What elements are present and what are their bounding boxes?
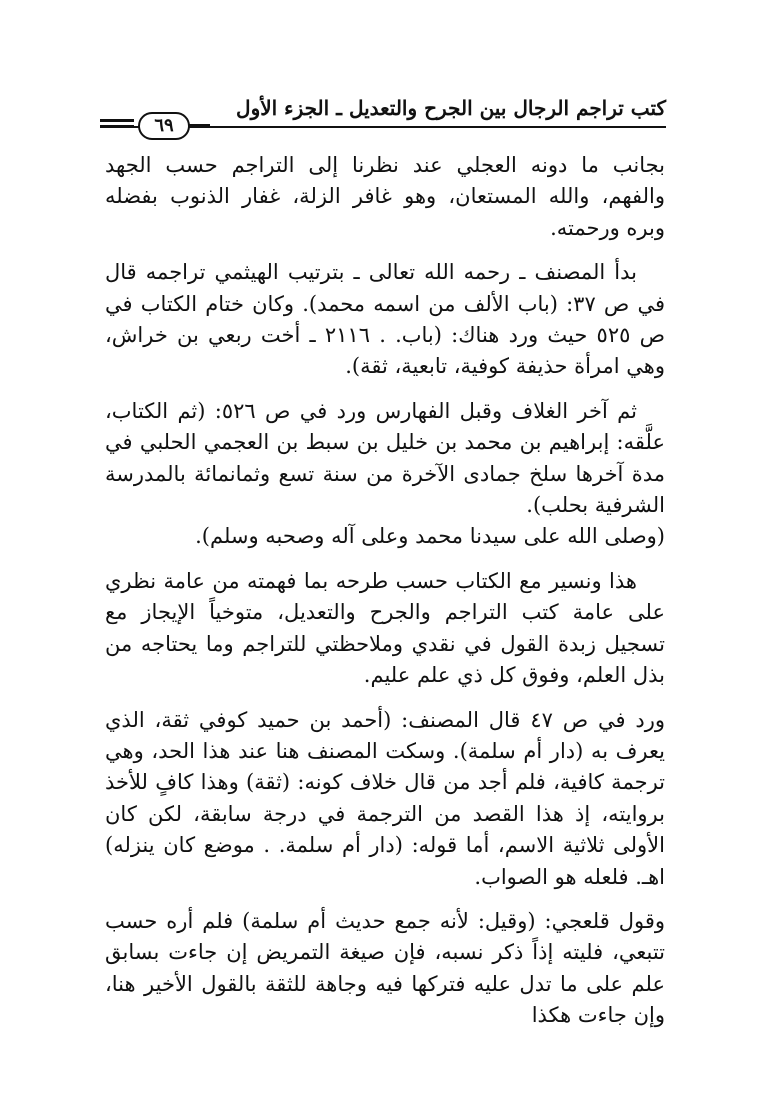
page-number-ornament (100, 112, 210, 138)
paragraph: بجانب ما دونه العجلي عند نظرنا إلى التراجم حسب الجهد والفهم، والله المستعان، وهو غافر الزلة، غفار الذنوب بفضله وبره ورحمته. (105, 153, 665, 240)
paragraph: بدأ المصنف ـ رحمه الله تعالى ـ بترتيب الهيثمي تراجمه قال في ص ٣٧: (باب الألف من اسمه محمد). وكان ختام الكتاب في ص ٥٢٥ حيث ورد هناك: (باب. . ٢١١٦ ـ أخت ربعي بن خراش، وهي امرأة حذيفة كوفية، تابعية، ثقة). (105, 260, 665, 379)
page-body (105, 150, 665, 1045)
paragraph: وقول قلعجي: (وقيل: لأنه جمع حديث أم سلمة) فلم أره حسب تتبعي، فليته إذاً ذكر نسبه، فإن صيغة التمريض إن جاءت بسابق علم على ما تدل عليه فتركها فيه وجاهة للثقة بالقول الأخير هنا، وإن جاءت هكذا (105, 908, 665, 1028)
paragraph: ثم آخر الغلاف وقبل الفهارس ورد في ص ٥٢٦: (ثم الكتاب، علَّقه: إبراهيم بن محمد بن خليل بن سبط بن العجمي الحلبي في مدة آخرها سلخ جمادى الآخرة من سنة تسع وثمانمائة بالمدرسة الشرفية بحلب). (105, 398, 665, 518)
running-header (100, 96, 666, 136)
paragraph: ورد في ص ٤٧ قال المصنف: (أحمد بن حميد كوفي ثقة، الذي يعرف به (دار أم سلمة). وسكت المصنف هنا عند هذا الحد، وهي ترجمة كافية، فلم أجد من قال خلاف كونه: (ثقة) وهذا كافٍ للأخذ بروايته، إذ هذا القصد من الترجمة في درجة سابقة، لكن كان الأولى ثلاثية الاسم، أما قوله: (دار أم سلمة. . موضع كان ينزله) اهـ. فلعله هو الصواب. (105, 707, 665, 889)
paragraph: (وصلى الله على سيدنا محمد وعلى آله وصحبه وسلم). (195, 524, 665, 549)
page-number: ٦٩ (138, 112, 190, 140)
double-rule-ornament (100, 119, 134, 131)
paragraph: هذا ونسير مع الكتاب حسب طرحه بما فهمته من عامة نظري على عامة كتب التراجم والجرح والتعديل، متوخياً الإيجاز مع تسجيل زبدة القول في نقدي وملاحظتي للتراجم وما يحتاجه من بذل العلم، وفوق كل ذي علم عليم. (105, 568, 665, 688)
book-title: كتب تراجم الرجال بين الجرح والتعديل ـ الجزء الأول (236, 96, 666, 120)
rule-tail (188, 124, 210, 126)
